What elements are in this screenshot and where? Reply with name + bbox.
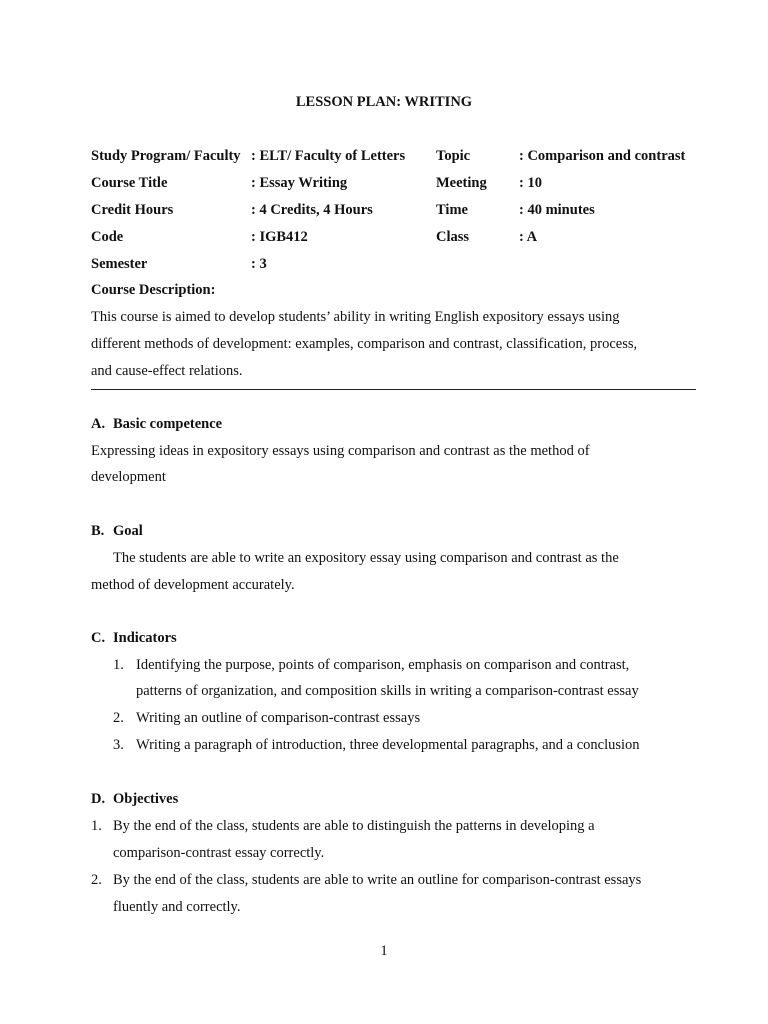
list-number: 2. [113,710,124,726]
info-label: Code [91,229,124,245]
course-description-line: different methods of development: examples, comparison and contrast, classification, process, [91,336,638,352]
info-value: : 3 [251,256,267,272]
info-label: Meeting [436,175,487,191]
info-value: : ELT/ Faculty of Letters [251,148,406,164]
section-title: Goal [113,523,143,539]
list-item: patterns of organization, and composition skills in writing a comparison-contrast essay [136,683,639,699]
list-item: Identifying the purpose, points of comparison, emphasis on comparison and contrast, [136,657,630,673]
paragraph-line: The students are able to write an expository essay using comparison and contrast as the [113,550,619,566]
section-letter: A. [91,416,106,432]
list-item: comparison-contrast essay correctly. [113,845,325,861]
section-title: Indicators [113,630,177,646]
list-number: 2. [91,872,102,888]
section-letter: B. [91,523,105,539]
info-value: : 40 minutes [519,202,595,218]
info-row-credit-hours [0,201,768,219]
info-label: Time [436,202,468,218]
info-label: Course Title [91,175,168,191]
info-value: : Essay Writing [251,175,348,191]
list-item: fluently and correctly. [113,899,241,915]
section-heading-goal [91,522,143,540]
section-heading-indicators [91,629,177,647]
paragraph-line: development [91,469,166,485]
info-label: Study Program/ Faculty [91,148,241,164]
list-item: Writing a paragraph of introduction, three developmental paragraphs, and a conclusion [136,737,640,753]
list-number: 1. [91,818,102,834]
section-letter: D. [91,791,106,807]
info-label: Semester [91,256,148,272]
section-letter: C. [91,630,106,646]
page-number: 1 [380,943,388,959]
info-value: : Comparison and contrast [519,148,686,164]
list-number: 1. [113,657,124,673]
list-item: Writing an outline of comparison-contrast essays [136,710,421,726]
section-heading-basic-competence [91,415,222,433]
course-description-line: and cause-effect relations. [91,363,243,379]
info-value: : 10 [519,175,542,191]
info-value: : A [519,229,538,245]
section-heading-objectives [91,790,178,808]
section-title: Objectives [113,791,179,807]
course-description-line: This course is aimed to develop students’ ability in writing English expository essays using [91,309,620,325]
info-value: : IGB412 [251,229,308,245]
info-label: Topic [436,148,471,164]
list-number: 3. [113,737,124,753]
info-label: Credit Hours [91,202,174,218]
info-row-course-title [0,174,768,192]
info-value: : 4 Credits, 4 Hours [251,202,373,218]
info-row-study-program [0,147,768,165]
horizontal-divider [91,389,696,390]
info-row-semester [0,255,768,273]
list-item: By the end of the class, students are able to write an outline for comparison-contrast essays [113,872,642,888]
info-row-code [0,228,768,246]
page-title: LESSON PLAN: WRITING [295,94,473,110]
course-description-heading: Course Description: [91,282,216,298]
info-label: Class [436,229,470,245]
section-title: Basic competence [113,416,223,432]
list-item: By the end of the class, students are able to distinguish the patterns in developing a [113,818,595,834]
paragraph-line: method of development accurately. [91,577,295,593]
paragraph-line: Expressing ideas in expository essays using comparison and contrast as the method of [91,443,590,459]
